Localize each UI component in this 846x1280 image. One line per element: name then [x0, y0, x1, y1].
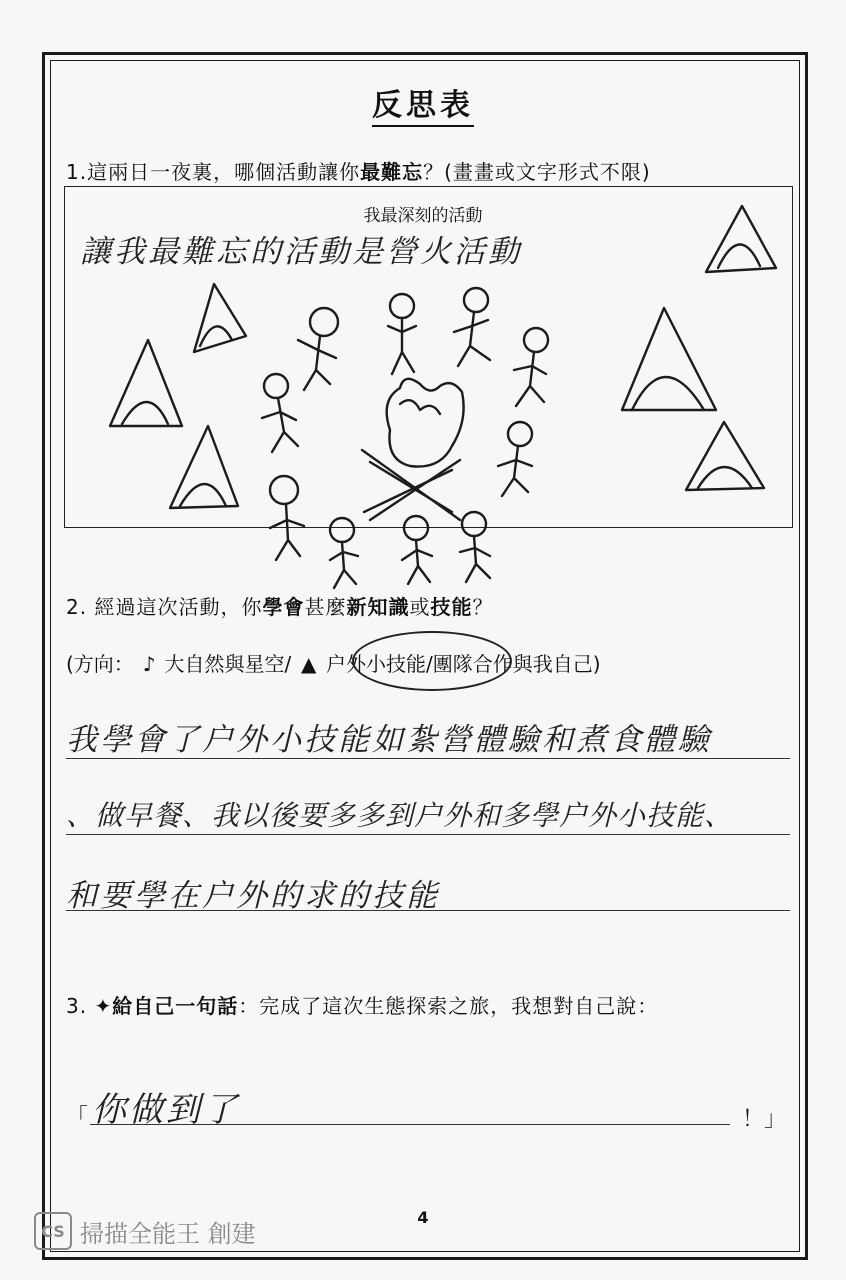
- stick-figure-icon: [498, 422, 532, 496]
- selected-option-circle: [352, 631, 512, 691]
- q2-answer-line-1: 我學會了户外小技能如紮營體驗和煮食體驗: [66, 722, 712, 758]
- page-number: 4: [417, 1208, 429, 1227]
- stick-figure-icon: [460, 512, 490, 582]
- answer-rule: [90, 1124, 730, 1125]
- direction-options: (方向： ♪ 大自然與星空/ ▲ 户外小技能/團隊合作與我自己): [66, 652, 601, 676]
- stick-figure-icon: [298, 308, 338, 390]
- tent-icon: [706, 206, 776, 272]
- answer-rule: [66, 758, 790, 759]
- q1-handwritten-answer: 讓我最難忘的活動是營火活動: [80, 234, 522, 270]
- drawing-caption: 我最深刻的活動: [363, 206, 483, 226]
- answer-rule: [66, 834, 790, 835]
- camscanner-logo-icon: CS: [34, 1212, 72, 1250]
- scanner-watermark: [34, 1212, 256, 1250]
- tent-icon: [194, 284, 246, 352]
- stick-figure-icon: [330, 518, 358, 588]
- stick-figure-icon: [514, 328, 548, 406]
- campfire-icon: [362, 379, 464, 520]
- question-3: 3. ✦給自己一句話：完成了這次生態探索之旅，我想對自己說：: [66, 994, 659, 1018]
- watermark-text: 掃描全能王 創建: [80, 1219, 256, 1248]
- answer-rule: [66, 910, 790, 911]
- sparkle-icon: ✦: [94, 994, 113, 1018]
- tent-icon: [622, 308, 716, 410]
- close-quote: ！」: [742, 1107, 787, 1132]
- open-quote: 「: [66, 1105, 89, 1130]
- stick-figure-icon: [402, 516, 432, 584]
- q3-answer: 你做到了: [92, 1090, 240, 1130]
- stick-figure-icon: [388, 294, 416, 374]
- q2-answer-line-3: 和要學在户外的求的技能: [66, 878, 440, 914]
- stick-figure-icon: [262, 374, 298, 452]
- campfire-small-icon: ▲: [300, 652, 317, 676]
- tent-icon: [110, 340, 182, 426]
- question-1: 1.這兩日一夜裏，哪個活動讓你最難忘？(畫畫或文字形式不限): [66, 160, 651, 184]
- tent-icon: [686, 422, 764, 490]
- stick-figure-icon: [454, 288, 490, 366]
- star-wand-icon: ♪: [142, 652, 156, 676]
- page-title: 反思表: [0, 80, 846, 124]
- tent-icon: [170, 426, 238, 508]
- q2-answer-line-2: 、做早餐、我以後要多多到户外和多學户外小技能、: [66, 799, 734, 832]
- question-2: 2. 經過這次活動，你學會甚麼新知識或技能？: [66, 595, 494, 619]
- stick-figure-icon: [270, 476, 304, 560]
